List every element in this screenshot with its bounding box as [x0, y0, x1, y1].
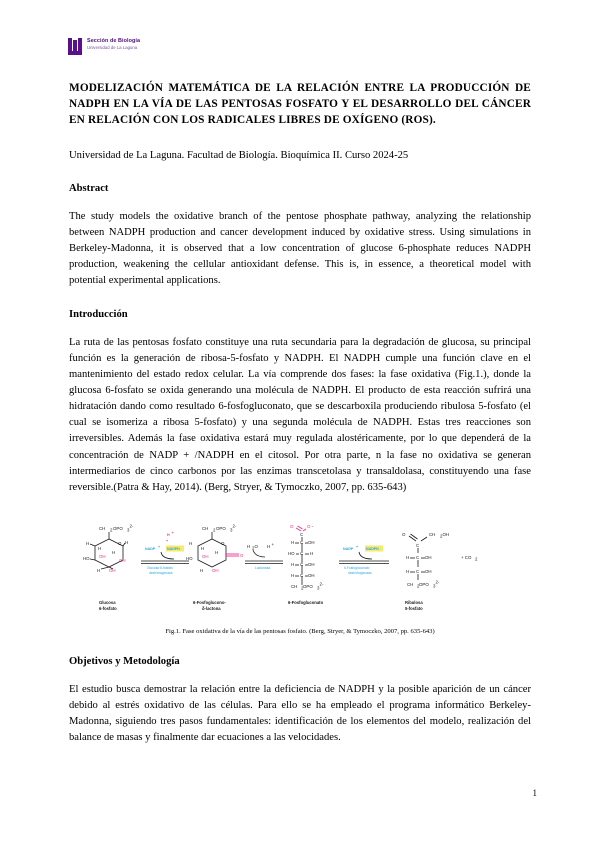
svg-text:OPO: OPO — [113, 525, 123, 531]
svg-text:NADPH: NADPH — [366, 546, 379, 551]
figure-molecule-labels — [99, 600, 423, 611]
svg-text:H: H — [406, 554, 410, 560]
svg-text:2-: 2- — [319, 581, 324, 587]
svg-text:+: + — [158, 544, 161, 549]
document-content — [69, 80, 531, 747]
svg-text:H: H — [247, 543, 251, 549]
document-header — [68, 38, 140, 55]
heading-objetivos: Objetivos y Metodología — [69, 656, 180, 668]
affiliation-line: Universidad de La Laguna. Facultad de Biología. Bioquímica II. Curso 2024-25 — [69, 150, 409, 162]
svg-text:6-fosfato: 6-fosfato — [99, 605, 117, 611]
svg-text:H: H — [406, 568, 410, 574]
heading-introduccion: Introducción — [69, 309, 128, 321]
svg-text:NADP: NADP — [145, 546, 156, 551]
svg-text:O: O — [402, 531, 406, 537]
svg-text:CH: CH — [407, 581, 414, 587]
svg-text:O: O — [221, 540, 225, 546]
svg-text:6-Fosfogluconato: 6-Fosfogluconato — [288, 599, 324, 605]
svg-text:+: + — [356, 544, 359, 549]
svg-text:OH: OH — [308, 561, 315, 567]
svg-text:H: H — [291, 561, 295, 567]
svg-text:C: C — [416, 568, 420, 574]
svg-text:H: H — [215, 549, 219, 555]
svg-text:O: O — [307, 523, 311, 529]
svg-text:2-: 2- — [435, 579, 440, 585]
svg-text:6-Fosfoglucono-: 6-Fosfoglucono- — [193, 599, 226, 605]
svg-text:+: + — [271, 541, 275, 547]
svg-text:OH: OH — [308, 539, 315, 545]
svg-text:2: 2 — [475, 556, 478, 562]
svg-text:2: 2 — [110, 527, 113, 533]
svg-text:OH: OH — [109, 567, 116, 573]
page-title: MODELIZACIÓN MATEMÁTICA DE LA RELACIÓN ENTRE LA PRODUCCIÓN DE NADPH EN LA VÍA DE LAS PENTOSAS FOSFATO Y EL DESARROLLO DEL CÁNCER EN RELACIÓN CON LOS RADICALES LIBRES DE OXÍGENO (ROS). — [69, 82, 531, 127]
svg-text:C: C — [300, 539, 304, 545]
svg-text:NADPH: NADPH — [167, 546, 180, 551]
svg-text:H: H — [310, 550, 314, 556]
svg-text:C: C — [416, 542, 420, 548]
svg-text:H: H — [125, 539, 129, 545]
svg-text:-: - — [312, 523, 314, 529]
page-number: 1 — [532, 788, 537, 798]
svg-text:6-Fosfogluconato: 6-Fosfogluconato — [344, 565, 370, 570]
paragraph-objetivos: El estudio busca demostrar la relación entre la deficiencia de NADPH y la posible aparición de un cáncer debido al estrés oxidativo de las células. Para ello se ha empleado el programa informático Berkeley-Madonna, siguiendo tres pasos fundamentales: identificación de los elementos del modelo, realización del balance de masas y finalmente dar ecuaciones a las velocidades. — [69, 684, 531, 744]
svg-text:C: C — [416, 554, 420, 560]
logo-title: Sección de Biología — [87, 38, 141, 44]
svg-text:OPO: OPO — [419, 581, 429, 587]
molecule-6-phosphogluconate — [288, 524, 324, 591]
svg-text:NADP: NADP — [343, 546, 354, 551]
svg-text:O: O — [290, 523, 294, 529]
svg-text:5-fosfato: 5-fosfato — [405, 605, 423, 611]
molecule-glucose-6-phosphate — [83, 523, 134, 573]
svg-text:O: O — [240, 552, 244, 558]
svg-text:CH: CH — [429, 531, 436, 537]
svg-text:H: H — [291, 539, 295, 545]
svg-text:OPO: OPO — [303, 583, 313, 589]
svg-text:H: H — [112, 549, 116, 555]
svg-text:OH: OH — [442, 531, 450, 537]
svg-text:+: + — [171, 530, 174, 535]
svg-text:Ribulosa: Ribulosa — [405, 599, 423, 605]
svg-text:C: C — [300, 572, 304, 578]
svg-text:H: H — [189, 540, 193, 546]
svg-text:OH: OH — [202, 553, 209, 559]
svg-text:OH: OH — [99, 553, 106, 559]
svg-text:OPO: OPO — [216, 525, 226, 531]
svg-text:3: 3 — [127, 527, 130, 533]
figure-1-image — [69, 514, 531, 622]
svg-text:H: H — [86, 540, 90, 546]
svg-text:3: 3 — [317, 585, 320, 591]
svg-text:CH: CH — [291, 583, 298, 589]
svg-text:O: O — [118, 540, 122, 546]
svg-text:C: C — [300, 561, 304, 567]
svg-text:H: H — [267, 543, 271, 549]
svg-text:deshidrogenasa: deshidrogenasa — [149, 570, 173, 575]
molecule-6-phosphoglucono-lactone — [186, 523, 244, 573]
svg-text:OH: OH — [119, 557, 126, 563]
paragraph-abstract: The study models the oxidative branch of the pentose phosphate pathway, analyzing the relationship between NADPH production and cancer development induced by oxidative stress. Using simulations in Berkeley-Madonna, it is observed that a low concentration of glucose 6-phosphate reduces NADPH production, weakening the cellular antioxidant defense. This is, in essence, a theoretical model with potential experimental applications. — [69, 210, 531, 286]
svg-text:Lactonasa: Lactonasa — [255, 565, 271, 570]
svg-text:HO: HO — [186, 555, 193, 561]
svg-text:O: O — [254, 543, 258, 549]
svg-text:H: H — [201, 545, 205, 551]
svg-text:Glucosa 6-fosfato: Glucosa 6-fosfato — [147, 565, 173, 570]
pentose-phosphate-pathway-diagram — [69, 514, 531, 622]
svg-text:3: 3 — [433, 583, 436, 589]
svg-text:2: 2 — [440, 533, 443, 539]
figure-1-caption: Fig.1. Fase oxidativa de la vía de las pentosas fosfato. (Berg, Stryer, & Tymoczko, 2007, pp. 635-643) — [165, 627, 435, 635]
svg-text:OH: OH — [212, 567, 219, 573]
svg-text:2: 2 — [252, 545, 255, 551]
svg-text:CH: CH — [202, 525, 209, 531]
svg-text:H: H — [291, 572, 295, 578]
svg-text:2: 2 — [417, 583, 420, 589]
svg-text:CH: CH — [99, 525, 106, 531]
svg-text:3: 3 — [230, 527, 233, 533]
svg-text:deshidrogenasa: deshidrogenasa — [348, 570, 372, 575]
svg-text:+: + — [166, 538, 169, 543]
reaction-3-6pgd — [339, 545, 389, 575]
svg-text:OH: OH — [425, 554, 432, 560]
svg-text:2-: 2- — [232, 523, 237, 529]
svg-text:OH: OH — [425, 568, 432, 574]
svg-text:H: H — [97, 567, 101, 573]
svg-text:+ CO: + CO — [461, 554, 472, 560]
logo-subtitle: Universidad de La Laguna — [87, 45, 138, 51]
heading-abstract: Abstract — [69, 182, 109, 194]
figure-1 — [69, 514, 531, 637]
molecule-ribulose-5-phosphate — [402, 532, 478, 589]
paragraph-introduccion: La ruta de las pentosas fosfato constituye una ruta secundaria para la degradación de glucosa, su principal función es la generación de ribosa-5-fosfato y NADPH. El NADPH cumple una función clave en el mantenimiento del estado redox celular. La vía comprende dos fases: la fase oxidativa (Fig.1.), donde la glucosa 6-fosfato se oxida generando una molécula de NADPH. El producto de esta reacción sufrirá una hidratación dando como resultado 6-fosfogluconato, que se descarboxila produciendo ribulosa 5-fosfato (el cual se isomeriza a ribosa 5-fosfato) y una segunda molécula de NADPH. Estas tres reacciones son irreversibles. Además la fase oxidativa estará muy regulada alostéricamente, por lo que dependerá de la concentración de NADP + /NADPH en el citosol. Por otra parte, n la fase no oxidativa se generan intermediarios de cinco carbonos por las enzimas transcetolasa y transaldolasa, constituyendo una fase reversible.(Patra & Hay, 2014). (Berg, Stryer, & Tymoczko, 2007, pp. 635-643) — [69, 336, 531, 493]
svg-text:2: 2 — [213, 527, 216, 533]
svg-text:C: C — [300, 550, 304, 556]
svg-text:δ-lactona: δ-lactona — [202, 605, 221, 611]
svg-text:H: H — [200, 567, 204, 573]
svg-text:HO: HO — [83, 555, 90, 561]
svg-text:2-: 2- — [129, 523, 134, 529]
svg-text:H: H — [98, 545, 102, 551]
svg-text:C: C — [300, 531, 304, 537]
svg-text:H: H — [167, 532, 170, 537]
svg-text:OH: OH — [308, 572, 315, 578]
svg-text:Glucosa: Glucosa — [99, 599, 116, 605]
svg-text:HO: HO — [288, 550, 295, 556]
reaction-1-g6pd — [141, 531, 189, 575]
logo-text-block — [87, 38, 140, 51]
svg-text:2: 2 — [301, 585, 304, 591]
ull-logo-icon — [68, 38, 82, 55]
reaction-2-lactonase — [245, 542, 283, 570]
